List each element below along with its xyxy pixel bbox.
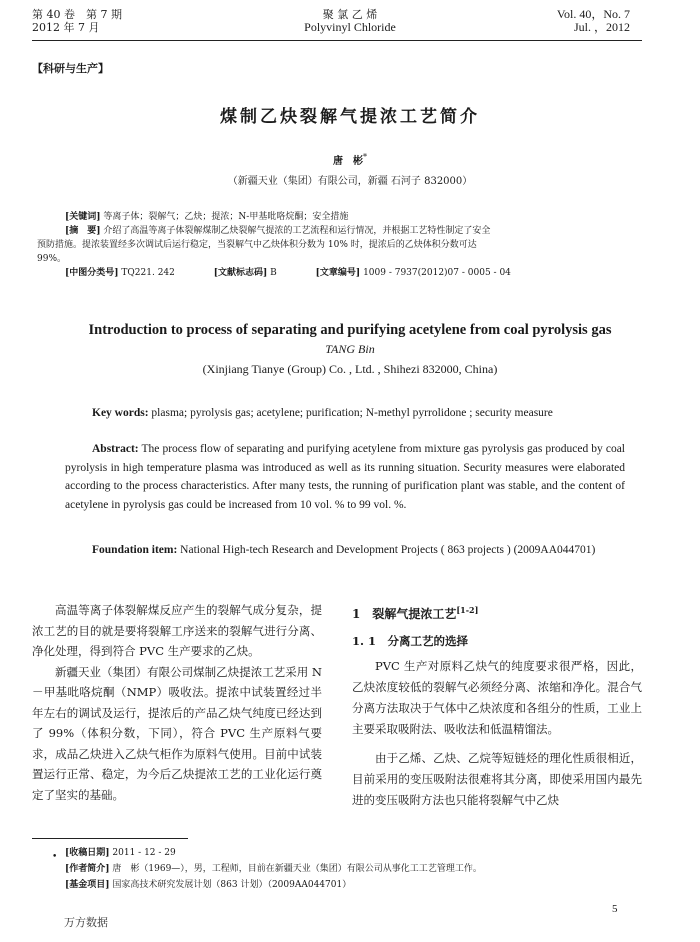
en-keywords-text: plasma; pyrolysis gas; acetylene; purification; N-methyl pyrrolidone ; security measure [151, 407, 553, 419]
header-journal-en: Polyvinyl Chloride [304, 20, 396, 34]
section-heading-1-1: 1. 1 分离工艺的选择 [352, 634, 469, 648]
footnote-author-text: 唐 彬（1969—），男，工程师，目前在新疆天业（集团）有限公司从事化工工艺管理工作。 [112, 864, 482, 874]
body-right-paragraph-1: PVC 生产对原料乙炔气的纯度要求很严格，因此，乙炔浓度较低的裂解气必须经分离、浓缩和净化。混合气分离方法取决于气体中乙炔浓度和各组分的性质，工业上主要采取吸附法、吸收法和低温精馏法。 [352, 659, 642, 736]
en-foundation-label: Foundation item: [92, 544, 178, 556]
cn-classification [65, 266, 625, 280]
footnote-received [65, 846, 645, 860]
cn-title: 煤制乙炔裂解气提浓工艺简介 [220, 107, 480, 127]
cn-affiliation: （新疆天业（集团）有限公司，新疆 石河子 832000） [227, 176, 473, 187]
header-right [430, 8, 630, 34]
footnote-bullet: • [52, 852, 58, 862]
section-heading-1-text: 1 裂解气提浓工艺 [352, 607, 457, 621]
body-right-paragraph-2: 由于乙烯、乙炔、乙烷等短链烃的理化性质很相近，目前采用的变压吸附法很难将其分离，即使采用国内最先进的变压吸附方法也只能将裂解气中乙炔 [352, 751, 642, 807]
cn-keywords [65, 210, 625, 224]
section-tag: 【科研与生产】 [32, 62, 109, 75]
header-date-en: Jul. ，2012 [573, 20, 630, 34]
cn-abstract-line2: 预防措施。提浓装置经多次调试后运行稳定，当裂解气中乙炔体积分数为 10% 时，提浓后的乙炔体积分数可达 [37, 240, 477, 250]
en-abstract-text: The process flow of separating and purifying acetylene from mixture gas pyrolysis gas produced by coal pyrolysis in high temperature plasma was introduced as well as its running situation. Security measures were elaborated according to the process characteristics. After many tests, the running of purification plant was stable, and the content of acetylene in pyrolysis gas could be increased from 10 vol. % to 99 vol. %. [65, 443, 626, 511]
cn-doc-code [214, 268, 295, 278]
cn-article-no-label: [文章编号] [315, 268, 361, 278]
en-keywords [65, 404, 625, 423]
body-left-paragraph-2: 新疆天业（集团）有限公司煤制乙炔提浓工艺采用 N－甲基吡咯烷酮（NMP）吸收法。提浓中试装置经过半年左右的调试及运行，提浓后的产品乙炔气纯度已经达到了 99%（体积分数，下同），符合 PVC 生产原料气要求，成品乙炔进入乙炔气柜作为原料气使用。目前中试装置运行正常、稳定，为今后乙炔提浓工艺的工业化运行奠定了坚实的基础。 [32, 664, 322, 802]
en-keywords-label: Key words: [92, 407, 149, 419]
body-right-column [352, 600, 642, 811]
footnote-fund-text: 国家高技术研究发展计划（863 计划）（2009AA044701） [112, 880, 352, 890]
watermark: 万方数据 [64, 916, 108, 929]
cn-abstract-label: [摘 要] [65, 226, 101, 236]
cn-meta-block [37, 210, 625, 280]
footnote-received-label: [收稿日期] [65, 848, 110, 858]
en-foundation-text: National High-tech Research and Development Projects ( 863 projects ) (2009AA044701) [180, 544, 596, 556]
section-heading-1-ref: [1-2] [456, 605, 479, 615]
page-number: 5 [612, 903, 618, 915]
cn-keywords-label: [关键词] [65, 212, 101, 222]
en-abstract-label: Abstract: [92, 443, 139, 455]
header-center [250, 8, 450, 34]
cn-abstract [65, 224, 625, 238]
header-volume-cn: 第 40 卷 第 7 期 [32, 8, 122, 21]
header-date-cn: 2012 年 7 月 [32, 21, 100, 34]
cn-keywords-text: 等离子体；裂解气；乙炔；提浓；N-甲基吡咯烷酮；安全措施 [103, 212, 349, 222]
en-foundation [65, 541, 625, 560]
footnote-fund-label: [基金项目] [65, 880, 110, 890]
header-volume-en: Vol. 40，No. 7 [556, 7, 630, 21]
en-affiliation: (Xinjiang Tianye (Group) Co. , Ltd. , Shihezi 832000, China) [202, 362, 498, 376]
footnote-author-label: [作者简介] [65, 864, 110, 874]
en-abstract [65, 440, 625, 514]
cn-author [0, 152, 700, 167]
cn-doc-code-label: [文献标志码] [213, 268, 268, 278]
header-journal-cn: 聚 氯 乙 烯 [322, 8, 378, 21]
cn-article-no [316, 268, 529, 278]
cn-author-mark: * [363, 152, 367, 162]
footnote-received-date: 2011 - 12 - 29 [112, 848, 176, 858]
body-left-paragraph-1: 高温等离子体裂解煤反应产生的裂解气成分复杂，提浓工艺的目的就是要将裂解工序送来的裂解气进行分离、净化处理，得到符合 PVC 生产要求的乙炔。 [32, 603, 322, 658]
cn-doc-code-value: B [270, 268, 277, 278]
cn-clc [65, 268, 193, 278]
header-left [32, 8, 232, 34]
cn-clc-label: [中图分类号] [65, 268, 119, 278]
en-author: TANG Bin [325, 342, 375, 356]
cn-clc-value: TQ221. 242 [121, 268, 175, 278]
footnote-author [65, 862, 645, 876]
cn-abstract-line3: 99%。 [37, 254, 67, 264]
cn-article-no-value: 1009 - 7937(2012)07 - 0005 - 04 [363, 268, 511, 278]
section-heading-1 [352, 600, 642, 625]
cn-abstract-line1: 介绍了高温等离子体裂解煤制乙炔裂解气提浓的工艺流程和运行情况，并根据工艺特性制定了安全 [103, 226, 491, 236]
cn-author-name: 唐 彬 [333, 156, 363, 167]
header-rule [32, 40, 642, 41]
footnote-rule [32, 838, 188, 839]
body-left-column [32, 600, 322, 805]
en-title: Introduction to process of separating and purifying acetylene from coal pyrolysis gas [88, 322, 612, 338]
footnote-fund [65, 878, 645, 892]
